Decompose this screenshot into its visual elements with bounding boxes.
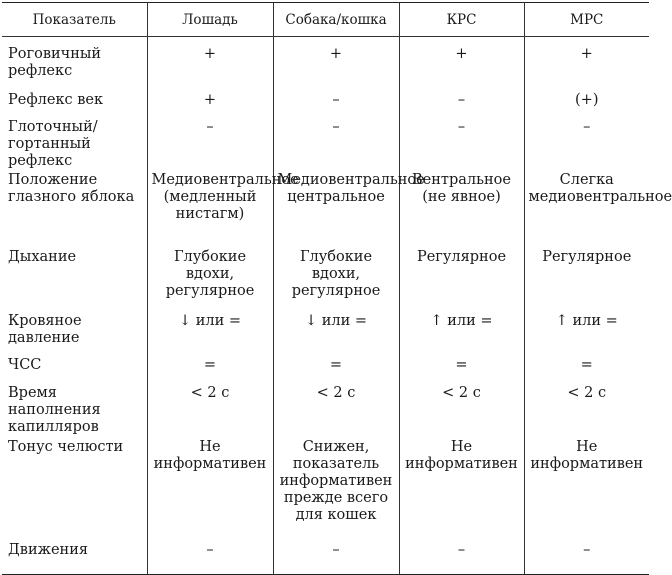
cell: Медиовентральное центральное xyxy=(273,170,399,247)
table-row xyxy=(2,383,649,436)
row-label: Движения xyxy=(2,536,147,575)
table-row xyxy=(2,311,649,355)
cell: = xyxy=(399,355,524,383)
row-label: Глоточный/ гортанный рефлекс xyxy=(8,119,98,169)
cell: – xyxy=(273,536,399,575)
header-dog-cat: Собака/кошка xyxy=(273,3,399,37)
row-label: Роговичный рефлекс xyxy=(8,46,102,79)
cell: + xyxy=(273,37,399,91)
table-row xyxy=(2,355,649,383)
cell: – xyxy=(524,536,649,575)
cell: Снижен, показатель информативен прежде всего для кошек xyxy=(273,436,399,536)
cell: + xyxy=(147,37,273,91)
cell: ↓ или = xyxy=(147,311,273,355)
cell: – xyxy=(147,117,273,170)
cell: Не информативен xyxy=(147,436,273,536)
cell: = xyxy=(273,355,399,383)
cell: – xyxy=(524,117,649,170)
table-row xyxy=(2,90,649,117)
cell: ↑ или = xyxy=(399,311,524,355)
table-row xyxy=(2,37,649,91)
cell: – xyxy=(147,536,273,575)
cell: < 2 с xyxy=(399,383,524,436)
cell: Не информативен xyxy=(399,436,524,536)
cell: Не информативен xyxy=(524,436,649,536)
cell: – xyxy=(273,90,399,117)
cell: < 2 с xyxy=(273,383,399,436)
row-label: Тонус челюсти xyxy=(8,439,124,455)
row-label: Время наполнения капилляров xyxy=(8,385,101,435)
row-label: Рефлекс век xyxy=(8,92,104,108)
table-row xyxy=(2,247,649,311)
cell: + xyxy=(147,90,273,117)
table-row xyxy=(2,170,649,247)
anesthesia-signs-table xyxy=(2,2,672,575)
cell: (+) xyxy=(524,90,649,117)
cell: ↑ или = xyxy=(524,311,649,355)
row-label: Кровяное давление xyxy=(8,313,82,346)
cell: Регулярное xyxy=(524,247,649,311)
cell: Глубокие вдохи, регулярное xyxy=(147,247,273,311)
row-label: Дыхание xyxy=(8,249,77,265)
table-row xyxy=(2,436,649,536)
cell: – xyxy=(399,90,524,117)
row-label: ЧСС xyxy=(8,357,42,373)
header-row xyxy=(2,3,649,37)
cell: Вентральное (не явное) xyxy=(399,170,524,247)
cell: = xyxy=(524,355,649,383)
header-horse: Лошадь xyxy=(147,3,273,37)
cell: – xyxy=(399,536,524,575)
cell: < 2 с xyxy=(524,383,649,436)
cell: Глубокие вдохи, регулярное xyxy=(273,247,399,311)
header-indicator: Показатель xyxy=(2,3,147,37)
cell: = xyxy=(147,355,273,383)
table-row xyxy=(2,117,649,170)
table-row xyxy=(2,536,649,575)
cell: < 2 с xyxy=(147,383,273,436)
row-label: Положение глазного яблока xyxy=(8,172,135,205)
cell: – xyxy=(273,117,399,170)
cell: Медиовентральное (медленный нистагм) xyxy=(147,170,273,247)
cell: ↓ или = xyxy=(273,311,399,355)
header-cattle: КРС xyxy=(399,3,524,37)
cell: – xyxy=(399,117,524,170)
cell: Слегка медиовентральное xyxy=(524,170,649,247)
header-small-ruminants: МРС xyxy=(524,3,649,37)
cell: + xyxy=(524,37,649,91)
cell: Регулярное xyxy=(399,247,524,311)
cell: + xyxy=(399,37,524,91)
